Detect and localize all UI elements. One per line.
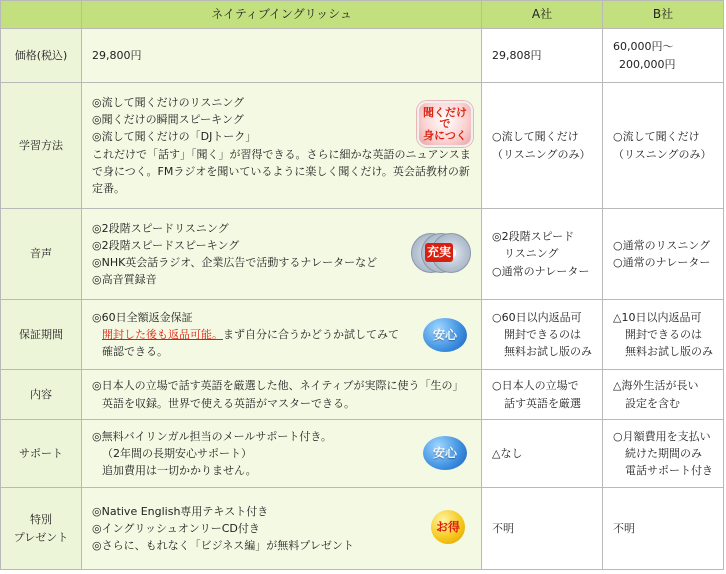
b-audio: [603, 209, 724, 300]
header-native-english: ネイティブイングリッシュ: [82, 1, 482, 29]
rich-badge-label: 充実: [425, 243, 453, 262]
row-label-present-line: 特別: [30, 513, 52, 527]
a-guarantee-line: 開封できるのは: [504, 327, 581, 341]
row-label-support: サポート: [1, 420, 82, 488]
a-audio-line: リスニング: [504, 247, 559, 261]
b-content: [603, 370, 724, 420]
native-audio-line: ◎NHK英会話ラジオ、企業広告で活動するナレーターなど: [92, 256, 378, 269]
native-guarantee-rest2: 確認できる。: [102, 345, 168, 359]
b-content-line: 設定を含む: [625, 396, 680, 410]
row-label-present: [1, 488, 82, 570]
row-present: [1, 488, 724, 570]
b-guarantee: [603, 300, 724, 370]
native-method-description: これだけで「話す」「聞く」が習得できる。さらに細かな英語のニュアンスまで身につく。FMラジオを聞いているように楽しく聞くだけ。英会話教材の新定番。: [92, 147, 471, 195]
row-label-audio: 音声: [1, 209, 82, 300]
native-audio-line: ◎高音質録音: [92, 273, 157, 287]
a-content-line: 話す英語を厳選: [504, 396, 581, 410]
row-method: [1, 83, 724, 209]
row-label-price: 価格(税込): [1, 29, 82, 83]
header-row: [1, 1, 724, 29]
b-method-line: ○流して聞くだけ: [613, 130, 700, 144]
a-content-line: ○日本人の立場で: [492, 379, 579, 393]
header-blank: [1, 1, 82, 29]
b-support: [603, 420, 724, 488]
row-guarantee: [1, 300, 724, 370]
b-present-value: 不明: [613, 521, 635, 535]
b-method-line: （リスニングのみ）: [613, 147, 712, 161]
native-content: [82, 370, 482, 420]
b-guarantee-line: △10日以内返品可: [613, 310, 702, 324]
b-audio-line: ○通常のリスニング: [613, 238, 711, 252]
a-audio-line: ◎2段階スピード: [492, 230, 575, 244]
a-method-line: ○流して聞くだけ: [492, 130, 579, 144]
row-price: [1, 29, 724, 83]
returnable-after-opening-text: 開封した後も返品可能。: [102, 327, 223, 341]
b-price-line: 200,000円: [619, 57, 676, 71]
native-present: [82, 488, 482, 570]
header-company-b: B社: [603, 1, 724, 29]
native-method-line: ◎流して聞くだけのリスニング: [92, 96, 245, 110]
a-guarantee: [482, 300, 603, 370]
b-support-line: 続けた期間のみ: [625, 446, 702, 460]
a-guarantee-line: ○60日以内返品可: [492, 310, 582, 324]
native-support-line: ◎無料バイリンガル担当のメールサポート付き。: [92, 429, 332, 443]
a-audio: [482, 209, 603, 300]
b-price-line: 60,000円～: [613, 40, 674, 54]
row-label-method: 学習方法: [1, 83, 82, 209]
native-audio: [82, 209, 482, 300]
a-present-value: 不明: [492, 521, 514, 535]
b-content-line: △海外生活が長い: [613, 379, 699, 393]
b-price: [603, 29, 724, 83]
native-content-line: 英語を収録。世界で使える英語がマスターできる。: [102, 396, 355, 410]
native-price-value: 29,800円: [92, 48, 142, 62]
native-audio-line: ◎2段階スピードスピーキング: [92, 238, 240, 252]
row-label-content: 内容: [1, 370, 82, 420]
good-deal-badge-icon: お得: [431, 510, 465, 544]
b-guarantee-line: 開封できるのは: [625, 327, 702, 341]
relief-badge-icon: 安心: [423, 436, 467, 470]
native-price: [82, 29, 482, 83]
b-method: [603, 83, 724, 209]
native-present-line: ◎イングリッシュオンリーCD付き: [92, 521, 260, 535]
native-method-line: ◎流して聞くだけの「DJトーク」: [92, 130, 257, 144]
b-audio-line: ○通常のナレーター: [613, 256, 711, 269]
a-price: [482, 29, 603, 83]
native-guarantee-detail: [92, 326, 471, 343]
b-present: [603, 488, 724, 570]
b-guarantee-line: 無料お試し版のみ: [625, 345, 713, 359]
row-audio: [1, 209, 724, 300]
native-audio-line: ◎2段階スピードリスニング: [92, 221, 229, 235]
native-guarantee-line: ◎60日全額返金保証: [92, 310, 193, 324]
a-guarantee-line: 無料お試し版のみ: [504, 345, 592, 359]
native-guarantee: [82, 300, 482, 370]
header-company-a: A社: [482, 1, 603, 29]
a-support-value: △なし: [492, 446, 523, 460]
cd-discs-icon: [411, 229, 471, 275]
listen-and-learn-badge-icon: 聞くだけで 身につく: [417, 101, 473, 147]
a-price-value: 29,808円: [492, 48, 542, 62]
native-method-line: ◎聞くだけの瞬間スピーキング: [92, 113, 244, 127]
native-content-line: ◎日本人の立場で話す英語を厳選した他、ネイティブが実際に使う「生の」: [92, 379, 464, 393]
relief-badge-icon: 安心: [423, 318, 467, 352]
a-method-line: （リスニングのみ）: [492, 147, 591, 161]
native-present-line: ◎さらに、もれなく「ビジネス編」が無料プレゼント: [92, 539, 354, 553]
a-present: [482, 488, 603, 570]
row-label-guarantee: 保証期間: [1, 300, 82, 370]
native-support-line: （2年間の長期安心サポート）: [102, 446, 252, 460]
b-support-line: 電話サポート付き: [625, 464, 713, 478]
native-support-line: 追加費用は一切かかりません。: [102, 464, 257, 478]
native-support: [82, 420, 482, 488]
a-support: [482, 420, 603, 488]
native-method: [82, 83, 482, 209]
a-audio-line: ○通常のナレーター: [492, 264, 590, 278]
a-method: [482, 83, 603, 209]
row-content: [1, 370, 724, 420]
b-support-line: ○月額費用を支払い: [613, 429, 711, 443]
native-guarantee-rest: まず自分に合うかどうか試してみて: [223, 327, 399, 341]
row-support: [1, 420, 724, 488]
row-label-present-line: プレゼント: [13, 530, 69, 544]
a-content: [482, 370, 603, 420]
native-present-line: ◎Native English専用テキスト付き: [92, 504, 269, 518]
